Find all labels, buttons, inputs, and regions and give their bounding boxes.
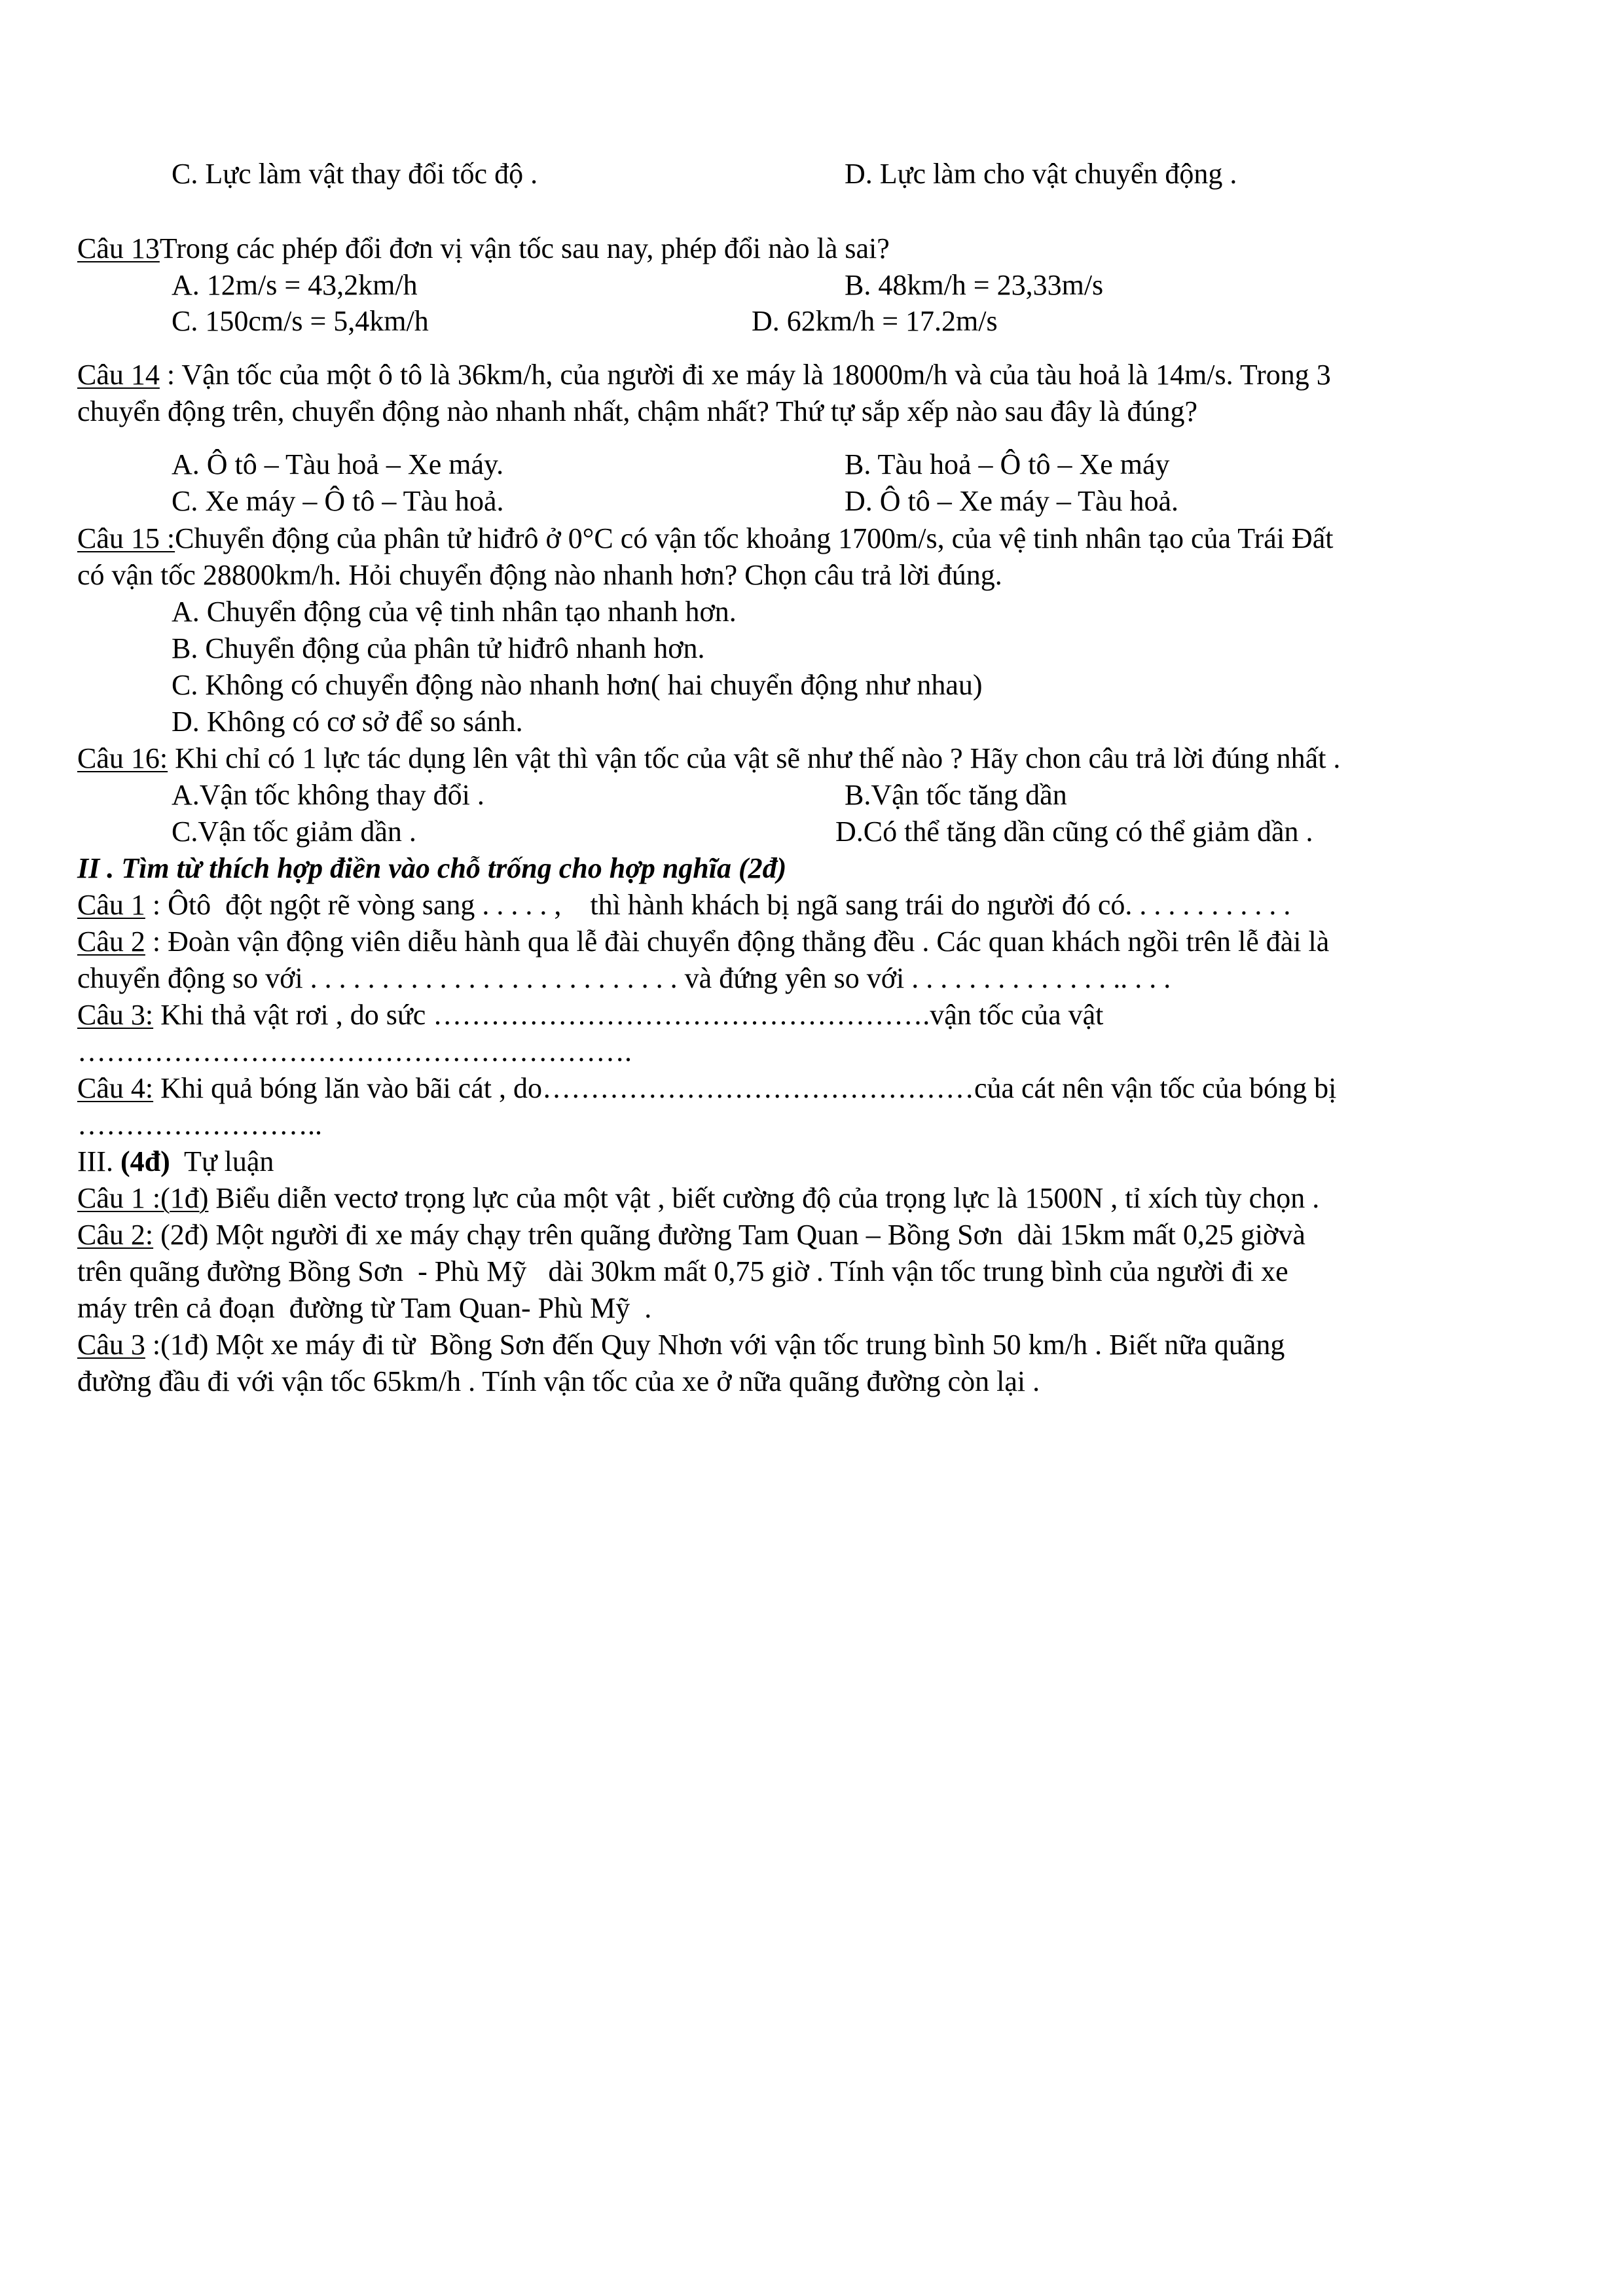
part3-q3-text1: :(1đ) Một xe máy đi từ Bồng Sơn đến Quy Nhơn với vận tốc trung bình 50 km/h . Biết nữa quãng — [145, 1329, 1285, 1361]
q14-option-a: A. Ô tô – Tàu hoả – Xe máy. — [172, 448, 504, 480]
q16-question — [77, 742, 1340, 776]
q16-label: Câu 16: — [77, 742, 168, 774]
q14-option-c: C. Xe máy – Ô tô – Tàu hoả. — [172, 485, 504, 517]
part2-q2-text1: : Đoàn vận động viên diễu hành qua lễ đài chuyển động thẳng đều . Các quan khách ngồi trên lễ đài là — [145, 925, 1330, 958]
q14-question-line1 — [77, 358, 1331, 392]
part2-q2-line2: chuyển động so với . . . . . . . . . . . . . . . . . . . . . . . . . . và đứng yên so với . . . . . . . . . . . . . . .. . . . — [77, 962, 1171, 994]
q13-option-a: A. 12m/s = 43,2km/h — [172, 269, 418, 301]
part3-q3-line1 — [77, 1328, 1285, 1362]
q15-option-b: B. Chuyển động của phân tử hiđrô nhanh hơn. — [172, 632, 705, 664]
part3-q1-text: Biểu diễn vectơ trọng lực của một vật , biết cường độ của trọng lực là 1500N , tỉ xích tùy chọn . — [208, 1182, 1320, 1214]
part3-heading-prefix: III. — [77, 1145, 120, 1177]
q12-option-d: D. Lực làm cho vật chuyển động . — [845, 158, 1237, 190]
q13-option-d: D. 62km/h = 17.2m/s — [752, 305, 998, 337]
part3-q2-label: Câu 2: — [77, 1219, 154, 1251]
q15-option-a: A. Chuyển động của vệ tinh nhân tạo nhanh hơn. — [172, 596, 737, 628]
part2-q4-line1 — [77, 1071, 1336, 1105]
part3-heading-points: (4đ) — [120, 1145, 170, 1177]
part2-q1 — [77, 888, 1290, 922]
part3-heading — [77, 1145, 274, 1179]
q13-text: Trong các phép đổi đơn vị vận tốc sau nay, phép đổi nào là sai? — [159, 232, 890, 264]
q16-option-c: C.Vận tốc giảm dần . — [172, 816, 416, 848]
q15-question-line2: có vận tốc 28800km/h. Hỏi chuyển động nào nhanh hơn? Chọn câu trả lời đúng. — [77, 559, 1002, 591]
part2-q2-label: Câu 2 — [77, 925, 145, 958]
part2-heading: II . Tìm từ thích hợp điền vào chỗ trống cho hợp nghĩa (2đ) — [77, 852, 787, 884]
part2-q4-label: Câu 4: — [77, 1072, 154, 1104]
part3-q2-line3: máy trên cả đoạn đường từ Tam Quan- Phù Mỹ . — [77, 1292, 652, 1324]
part3-q3-line2: đường đầu đi với vận tốc 65km/h . Tính vận tốc của xe ở nữa quãng đường còn lại . — [77, 1365, 1040, 1397]
q15-label: Câu 15 : — [77, 522, 175, 554]
part2-q4-line2: …………………….. — [77, 1109, 322, 1141]
part3-q2-line2: trên quãng đường Bồng Sơn - Phù Mỹ dài 30km mất 0,75 giờ . Tính vận tốc trung bình của người đi xe — [77, 1255, 1288, 1287]
q14-option-d: D. Ô tô – Xe máy – Tàu hoả. — [845, 485, 1178, 517]
part2-q3-text1: Khi thả vật rơi , do sức …………………………………………….vận tốc của vật — [153, 999, 1104, 1031]
part2-q3-line2: …………………………………………………. — [77, 1035, 632, 1067]
part2-q3-line1 — [77, 998, 1103, 1032]
q16-option-a: A.Vận tốc không thay đổi . — [172, 779, 484, 811]
q14-question-line2: chuyển động trên, chuyển động nào nhanh nhất, chậm nhất? Thứ tự sắp xếp nào sau đây là đúng? — [77, 395, 1198, 427]
part2-q1-label: Câu 1 — [77, 889, 145, 921]
q13-option-c: C. 150cm/s = 5,4km/h — [172, 305, 429, 337]
q15-question-line1 — [77, 522, 1334, 556]
part2-q4-text1: Khi quả bóng lăn vào bãi cát , do………………………………………của cát nên vận tốc của bóng bị — [153, 1072, 1337, 1104]
q16-option-d: D.Có thể tăng dần cũng có thể giảm dần . — [835, 816, 1313, 848]
part3-q3-label: Câu 3 — [77, 1329, 145, 1361]
part2-q1-text: : Ôtô đột ngột rẽ vòng sang . . . . . , thì hành khách bị ngã sang trái do người đó có. . . . . . . . . . . . — [145, 889, 1291, 921]
q15-option-d: D. Không có cơ sở để so sánh. — [172, 706, 523, 738]
part2-q2-line1 — [77, 925, 1329, 959]
part3-q1 — [77, 1181, 1319, 1215]
q13-label: Câu 13 — [77, 232, 160, 264]
part3-heading-suffix: Tự luận — [170, 1145, 274, 1177]
part3-q2-text1: (2đ) Một người đi xe máy chạy trên quãng đường Tam Quan – Bồng Sơn dài 15km mất 0,25 giờvà — [153, 1219, 1305, 1251]
q14-label: Câu 14 — [77, 359, 160, 391]
q16-option-b: B.Vận tốc tăng dần — [845, 779, 1067, 811]
q14-option-b: B. Tàu hoả – Ô tô – Xe máy — [845, 448, 1170, 480]
q13-option-b: B. 48km/h = 23,33m/s — [845, 269, 1104, 301]
part3-q2-line1 — [77, 1218, 1305, 1252]
part3-q1-label: Câu 1 :(1đ) — [77, 1182, 209, 1214]
q15-text1: Chuyển động của phân tử hiđrô ở 0°C có vận tốc khoảng 1700m/s, của vệ tinh nhân tạo của Trái Đất — [175, 522, 1334, 554]
part2-q3-label: Câu 3: — [77, 999, 154, 1031]
q12-option-c: C. Lực làm vật thay đổi tốc độ . — [172, 158, 538, 190]
q15-option-c: C. Không có chuyển động nào nhanh hơn( hai chuyển động như nhau) — [172, 669, 983, 701]
q16-text: Khi chỉ có 1 lực tác dụng lên vật thì vận tốc của vật sẽ như thế nào ? Hãy chon câu trả lời đúng nhất . — [168, 742, 1341, 774]
q13-question — [77, 232, 890, 266]
q14-text1: : Vận tốc của một ô tô là 36km/h, của người đi xe máy là 18000m/h và của tàu hoả là 14m/s. Trong 3 — [159, 359, 1331, 391]
